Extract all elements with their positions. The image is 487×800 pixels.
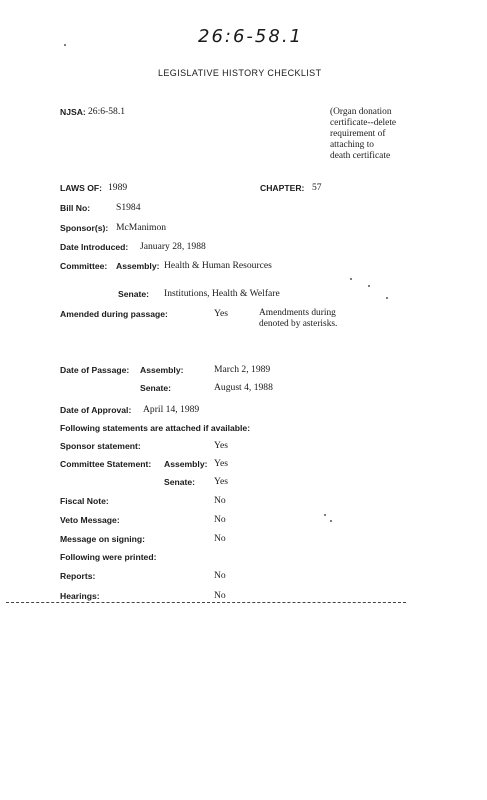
fiscal-note-label: Fiscal Note: [60,496,109,506]
committee-statement-assembly-label: Assembly: [164,459,208,469]
fiscal-note-value: No [214,495,226,506]
date-of-approval-value: April 14, 1989 [143,404,200,415]
amended-note [259,308,369,330]
scan-speck [330,520,332,522]
laws-of-label: LAWS OF: [60,183,103,193]
statements-header: Following statements are attached if available: [60,423,251,433]
scan-speck [324,514,326,516]
passage-senate-value: August 4, 1988 [214,382,273,393]
page-title: LEGISLATIVE HISTORY CHECKLIST [158,68,322,78]
printed-header: Following were printed: [60,552,157,562]
amended-value: Yes [214,308,228,319]
hearings-value: No [214,590,226,601]
committee-label: Committee: [60,261,108,271]
committee-assembly-value: Health & Human Resources [164,260,272,271]
amended-note-line: Amendments during [259,308,336,318]
description-line: requirement of [330,129,386,139]
amended-label: Amended during passage: [60,309,168,319]
message-on-signing-value: No [214,533,226,544]
committee-assembly-label: Assembly: [116,261,160,271]
date-introduced-label: Date Introduced: [60,242,129,252]
committee-statement-senate-label: Senate: [164,477,196,487]
njsa-label: NJSA: [60,107,86,117]
scan-speck [368,285,370,287]
description-line: attaching to [330,140,374,150]
scan-speck [64,44,66,46]
date-introduced-value: January 28, 1988 [140,241,206,252]
scan-speck [386,297,388,299]
passage-assembly-label: Assembly: [140,365,184,375]
description-line: certificate--delete [330,118,397,128]
scan-speck [350,278,352,280]
laws-of-value: 1989 [108,182,128,193]
committee-statement-senate-value: Yes [214,476,228,487]
handwritten-statute-number: 26:6-58.1 [198,26,303,47]
passage-senate-label: Senate: [140,383,172,393]
njsa-value: 26:6-58.1 [88,106,126,117]
bill-no-value: S1984 [116,202,141,213]
amended-note-line: denoted by asterisks. [259,319,338,329]
sponsor-statement-value: Yes [214,440,228,451]
dashed-separator [6,602,406,603]
date-of-approval-label: Date of Approval: [60,405,132,415]
bill-no-label: Bill No: [60,203,91,213]
description-line: (Organ donation [330,107,392,117]
passage-assembly-value: March 2, 1989 [214,364,271,375]
hearings-label: Hearings: [60,591,100,601]
reports-value: No [214,570,226,581]
bill-description [330,107,440,162]
veto-message-label: Veto Message: [60,515,120,525]
sponsor-statement-label: Sponsor statement: [60,441,141,451]
committee-senate-label: Senate: [118,289,150,299]
sponsors-label: Sponsor(s): [60,223,109,233]
committee-statement-assembly-value: Yes [214,458,228,469]
committee-senate-value: Institutions, Health & Welfare [164,288,280,299]
description-line: death certificate [330,151,391,161]
committee-statement-label: Committee Statement: [60,459,152,469]
reports-label: Reports: [60,571,96,581]
date-of-passage-label: Date of Passage: [60,365,130,375]
sponsors-value: McManimon [116,222,167,233]
chapter-value: 57 [312,182,322,193]
message-on-signing-label: Message on signing: [60,534,145,544]
chapter-label: CHAPTER: [260,183,305,193]
veto-message-value: No [214,514,226,525]
